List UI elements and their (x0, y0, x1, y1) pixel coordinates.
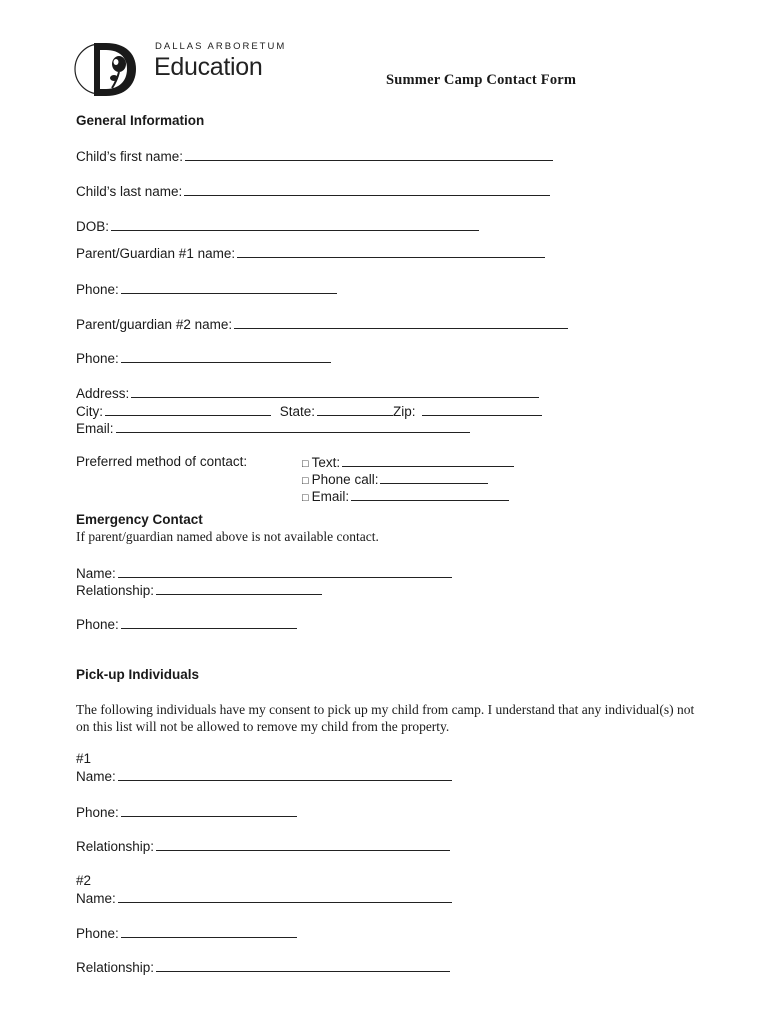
child-first-name-field[interactable] (76, 148, 553, 165)
city-state-zip-row (76, 403, 542, 420)
zip-label: Zip: (393, 404, 416, 419)
email-input[interactable] (116, 420, 470, 433)
child-first-name-label: Child’s first name: (76, 149, 184, 164)
contact-option-email[interactable] (302, 488, 509, 506)
dob-label: DOB: (76, 219, 110, 234)
email-field[interactable] (76, 420, 470, 437)
pickup1-relationship-field[interactable] (76, 838, 450, 855)
emergency-name-field[interactable] (76, 565, 452, 582)
pickup1-name-label: Name: (76, 769, 116, 784)
contact-option-text[interactable] (302, 454, 514, 472)
pickup2-name-input[interactable] (118, 890, 452, 903)
pickup1-name-field[interactable] (76, 768, 452, 785)
pickup1-relationship-label: Relationship: (76, 839, 155, 854)
form-title: Summer Camp Contact Form (386, 72, 577, 88)
pickup2-phone-input[interactable] (121, 925, 297, 938)
emergency-heading: Emergency Contact (76, 512, 203, 527)
emergency-phone-label: Phone: (76, 617, 119, 632)
emergency-name-label: Name: (76, 566, 116, 581)
general-heading: General Information (76, 113, 205, 128)
emergency-name-input[interactable] (118, 565, 452, 578)
phone2-label: Phone: (76, 351, 119, 366)
pickup1-phone-field[interactable] (76, 804, 297, 821)
parent1-name-field[interactable] (76, 245, 545, 262)
pickup2-phone-label: Phone: (76, 926, 119, 941)
pickup2-relationship-input[interactable] (156, 959, 450, 972)
emergency-relationship-input[interactable] (156, 582, 322, 595)
org-name: DALLAS ARBORETUM (155, 41, 287, 52)
pickup-heading: Pick-up Individuals (76, 667, 200, 682)
address-label: Address: (76, 386, 130, 401)
emergency-relationship-field[interactable] (76, 582, 322, 599)
parent2-name-field[interactable] (76, 316, 568, 333)
email-option-label: Email: (311, 489, 350, 504)
phone-call-checkbox[interactable]: □ (302, 475, 309, 487)
email-checkbox[interactable]: □ (302, 492, 309, 504)
phone1-input[interactable] (121, 281, 337, 294)
phone-call-option-label: Phone call: (311, 472, 379, 487)
address-input[interactable] (131, 385, 539, 398)
child-first-name-input[interactable] (185, 148, 553, 161)
text-checkbox[interactable]: □ (302, 458, 309, 470)
emergency-phone-field[interactable] (76, 616, 297, 633)
phone2-field[interactable] (76, 350, 331, 367)
parent2-name-label: Parent/guardian #2 name: (76, 317, 233, 332)
email-label: Email: (76, 421, 114, 436)
child-last-name-input[interactable] (184, 183, 550, 196)
preferred-contact-label: Preferred method of contact: (76, 454, 248, 469)
pickup2-name-label: Name: (76, 891, 116, 906)
pickup1-phone-label: Phone: (76, 805, 119, 820)
child-last-name-label: Child’s last name: (76, 184, 183, 199)
phone2-input[interactable] (121, 350, 331, 363)
city-label: City: (76, 404, 103, 419)
pickup2-relationship-label: Relationship: (76, 960, 155, 975)
zip-input[interactable] (422, 403, 542, 416)
state-label: State: (279, 404, 316, 419)
pickup2-relationship-field[interactable] (76, 959, 450, 976)
dob-field[interactable] (76, 218, 479, 235)
emergency-phone-input[interactable] (121, 616, 297, 629)
pickup-consent-text: The following individuals have my consent to pick up my child from camp. I understand that any individual(s) not on this list will not be allowed to remove my child from the property. (76, 702, 695, 734)
pickup1-phone-input[interactable] (121, 804, 297, 817)
logo (72, 40, 287, 100)
text-option-label: Text: (311, 455, 341, 470)
pickup2-label: #2 (76, 873, 92, 888)
phone1-label: Phone: (76, 282, 119, 297)
pickup2-phone-field[interactable] (76, 925, 297, 942)
email-option-input[interactable] (351, 488, 509, 501)
phone1-field[interactable] (76, 281, 337, 298)
text-option-input[interactable] (342, 454, 514, 467)
state-input[interactable] (317, 403, 393, 416)
parent1-name-input[interactable] (237, 245, 545, 258)
parent2-name-input[interactable] (234, 316, 568, 329)
address-field[interactable] (76, 385, 539, 402)
pickup2-name-field[interactable] (76, 890, 452, 907)
pickup1-name-input[interactable] (118, 768, 452, 781)
city-input[interactable] (105, 403, 271, 416)
dob-input[interactable] (111, 218, 479, 231)
child-last-name-field[interactable] (76, 183, 550, 200)
phone-call-option-input[interactable] (380, 471, 488, 484)
pickup1-relationship-input[interactable] (156, 838, 450, 851)
arboretum-d-logo-icon (72, 40, 142, 100)
pickup1-label: #1 (76, 751, 92, 766)
emergency-relationship-label: Relationship: (76, 583, 155, 598)
parent1-name-label: Parent/Guardian #1 name: (76, 246, 236, 261)
contact-option-phone[interactable] (302, 471, 488, 489)
emergency-note: If parent/guardian named above is not available contact. (76, 529, 379, 544)
dept-name: Education (154, 53, 263, 81)
